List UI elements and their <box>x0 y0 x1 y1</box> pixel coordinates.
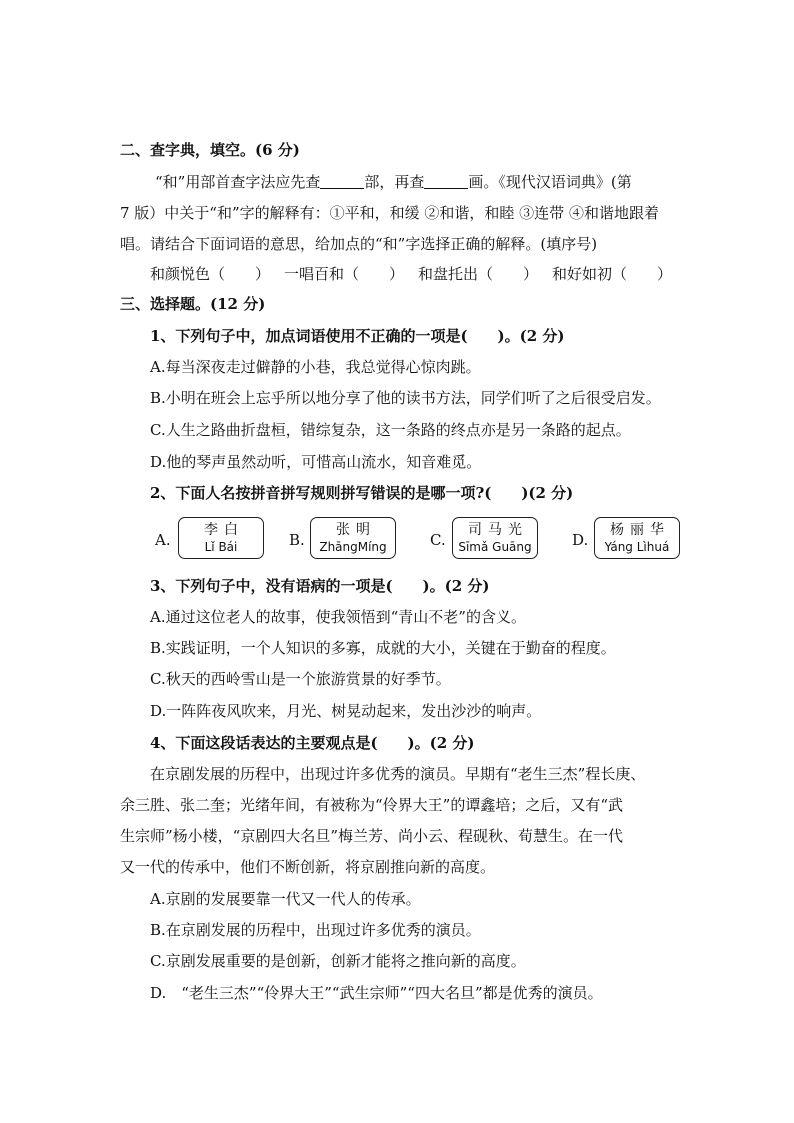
q2-option-b-namecard[interactable] <box>310 517 396 559</box>
q2-option-d-pinyin: Yáng Lìhuá <box>604 540 670 554</box>
q2-option-d-hanzi: 杨丽华 <box>610 522 670 538</box>
radical-answer-blank[interactable] <box>320 174 364 189</box>
word-item[interactable]: 和好如初（ ） <box>552 265 673 283</box>
q4-stem: 4、下面这段话表达的主要观点是( )。(2 分) <box>150 734 475 752</box>
q4-option-d[interactable]: D. “老生三杰”“伶界大王”“武生宗师”“四大名旦”都是优秀的演员。 <box>150 984 603 1002</box>
q2-option-c-pinyin: Sīmǎ Guāng <box>458 540 532 554</box>
q2-option-b-pinyin: ZhāngMíng <box>319 540 387 554</box>
q1-stem: 1、下列句子中，加点词语使用不正确的一项是( )。(2 分) <box>150 327 565 345</box>
section-2-heading: 二、查字典，填空。(6 分) <box>120 141 300 159</box>
q2-option-b-letter: B. <box>289 531 305 549</box>
q1-option-b[interactable]: B.小明在班会上忘乎所以地分享了他的读书方法，同学们听了之后很受启发。 <box>150 389 661 407</box>
q2-option-a-hanzi: 李白 <box>204 522 244 538</box>
q2-option-c-hanzi: 司马光 <box>468 522 528 538</box>
q4-option-c[interactable]: C.京剧发展重要的是创新，创新才能将之推向新的高度。 <box>150 952 526 970</box>
section-2-paragraph-line-1 <box>155 172 632 192</box>
p1-text-b: 部，再查 <box>364 173 425 191</box>
q4-passage-line-1: 在京剧发展的历程中，出现过许多优秀的演员。早期有“老生三杰”程长庚、 <box>150 765 646 783</box>
q4-passage-line-4: 又一代的传承中，他们不断创新，将京剧推向新的高度。 <box>120 858 496 876</box>
q2-option-d-namecard[interactable] <box>594 517 680 559</box>
section-2-paragraph-line-3: 唱。请结合下面词语的意思，给加点的“和”字选择正确的解释。(填序号) <box>120 235 598 253</box>
q2-option-c-letter: C. <box>430 531 446 549</box>
section-2-paragraph-line-2: 7 版）中关于“和”字的解释有：①平和，和缓 ②和谐，和睦 ③连带 ④和谐地跟着 <box>120 204 659 222</box>
q2-option-b-hanzi: 张明 <box>336 522 376 538</box>
q3-option-d[interactable]: D.一阵阵夜风吹来，月光、树晃动起来，发出沙沙的响声。 <box>150 702 542 720</box>
q2-option-a-pinyin: Lǐ Bái <box>204 540 238 554</box>
q4-option-a[interactable]: A.京剧的发展要靠一代又一代人的传承。 <box>150 890 421 908</box>
q4-option-b[interactable]: B.在京剧发展的历程中，出现过许多优秀的演员。 <box>150 921 481 939</box>
q1-option-c[interactable]: C.人生之路曲折盘桓，错综复杂，这一条路的终点亦是另一条路的起点。 <box>150 421 631 439</box>
q3-option-b[interactable]: B.实践证明，一个人知识的多寡，成就的大小，关键在于勤奋的程度。 <box>150 639 616 657</box>
stroke-count-answer-blank[interactable] <box>424 174 468 189</box>
q2-option-c-namecard[interactable] <box>452 517 538 559</box>
section-3-heading: 三、选择题。(12 分) <box>120 295 266 313</box>
q3-option-a[interactable]: A.通过这位老人的故事，使我领悟到“青山不老”的含义。 <box>150 608 526 626</box>
p1-text-c: 画。《现代汉语词典》(第 <box>468 173 632 191</box>
q1-option-a[interactable]: A.每当深夜走过僻静的小巷，我总觉得心惊肉跳。 <box>150 358 481 376</box>
word-item[interactable]: 和盘托出（ ） <box>418 265 539 283</box>
q4-passage-line-3: 生宗师”杨小楼，“京剧四大名旦”梅兰芳、尚小云、程砚秋、荀慧生。在一代 <box>120 827 624 845</box>
q3-option-c[interactable]: C.秋天的西岭雪山是一个旅游赏景的好季节。 <box>150 670 451 688</box>
section-2-word-list <box>150 264 672 284</box>
q2-option-a-namecard[interactable] <box>178 517 264 559</box>
q4-passage-line-2: 余三胜、张二奎；光绪年间，有被称为“伶界大王”的谭鑫培；之后，又有“武 <box>120 796 624 814</box>
q3-stem: 3、下列句子中，没有语病的一项是( )。(2 分) <box>150 577 490 595</box>
word-item[interactable]: 和颜悦色（ ） <box>150 265 271 283</box>
q2-option-d-letter: D. <box>572 531 589 549</box>
p1-text-a: “和”用部首查字法应先查 <box>155 173 321 191</box>
q2-stem: 2、下面人名按拼音拼写规则拼写错误的是哪一项?( )(2 分) <box>150 484 574 502</box>
q1-option-d[interactable]: D.他的琴声虽然动听，可惜高山流水，知音难觅。 <box>150 453 482 471</box>
word-item[interactable]: 一唱百和（ ） <box>284 265 405 283</box>
q2-option-a-letter: A. <box>155 531 171 549</box>
